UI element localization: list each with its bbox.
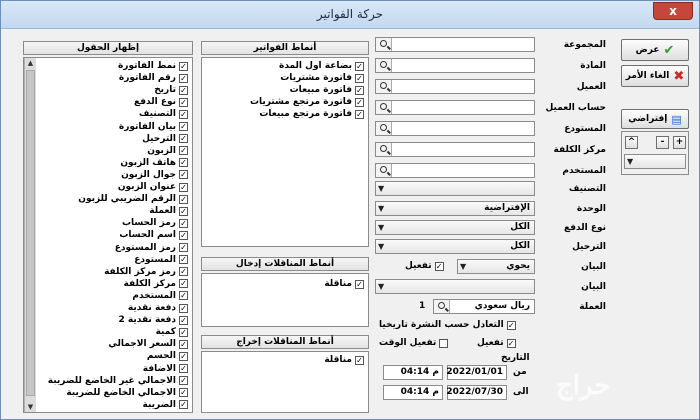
field-item[interactable] [122, 217, 188, 229]
chevron-down-icon: ▼ [378, 282, 385, 291]
field-item[interactable] [147, 145, 188, 157]
category-label: التصنيف [568, 184, 606, 194]
cost-center-field[interactable] [375, 142, 535, 157]
order-combo[interactable] [624, 154, 686, 169]
from-time-value: 04:14 م [400, 367, 439, 377]
field-item[interactable] [128, 302, 188, 314]
field-item[interactable] [134, 254, 188, 266]
field-item[interactable] [154, 84, 188, 96]
customer-search-button[interactable] [376, 80, 392, 93]
warehouse-field[interactable] [375, 121, 535, 136]
field-checkbox[interactable]: ✓ [180, 243, 187, 252]
customer-account-search-button[interactable] [376, 101, 392, 114]
search-icon [380, 61, 387, 68]
payment-type-label: نوع الدفع [563, 223, 606, 233]
invoice-type-label: فاتورة مرتجع مشتريات [249, 97, 352, 107]
payment-type-combo[interactable] [375, 220, 535, 235]
transfer-in-header: أنماط المناقلات إدخال [201, 257, 369, 271]
field-checkbox[interactable]: ✓ [180, 218, 187, 228]
fields-scrollbar[interactable] [24, 58, 36, 412]
customer-field[interactable] [375, 79, 535, 94]
field-label: بيان الفاتورة [118, 121, 176, 132]
field-checkbox[interactable]: ✓ [180, 158, 187, 168]
posting-combo[interactable] [375, 239, 535, 254]
field-item[interactable] [66, 387, 188, 399]
scroll-thumb[interactable] [26, 70, 35, 396]
watermark: حراج [556, 371, 611, 401]
field-label: التصنيف [138, 109, 176, 120]
chevron-down-icon: ▼ [378, 242, 385, 251]
material-field[interactable] [375, 58, 535, 73]
field-item[interactable] [142, 133, 188, 145]
field-item[interactable] [139, 108, 188, 120]
field-label: رمز المستودع [114, 242, 176, 253]
field-item[interactable] [119, 314, 188, 326]
date-label: التاريخ [501, 353, 530, 363]
field-item[interactable] [119, 121, 188, 133]
invoice-type-checkbox[interactable]: ✓ [356, 97, 363, 107]
invoice-type-item[interactable] [280, 72, 364, 84]
field-checkbox[interactable]: ✓ [180, 170, 187, 180]
user-search-button[interactable] [376, 164, 392, 177]
field-checkbox[interactable]: ✓ [180, 303, 187, 313]
field-item[interactable] [119, 72, 188, 84]
statement-enable-label: تفعيل [405, 261, 432, 271]
to-time-value: 04:14 م [400, 387, 439, 397]
field-label: رمز مركز الكلفة [104, 266, 176, 277]
field-item[interactable] [108, 338, 188, 350]
currency-rate: 1 [419, 301, 426, 311]
transfer-out-checkbox[interactable]: ✓ [356, 355, 363, 365]
field-checkbox[interactable]: ✓ [180, 85, 187, 95]
statement-mode-combo[interactable] [457, 259, 535, 274]
invoice-type-label: بضاعة اول المدة [279, 61, 352, 71]
scroll-up-icon[interactable]: ▲ [27, 59, 34, 67]
field-checkbox[interactable]: ✓ [180, 255, 187, 265]
transfer-out-label: مناقلة [324, 355, 352, 365]
field-label: جوال الزبون [121, 169, 176, 180]
invoice-type-item[interactable] [279, 60, 364, 72]
close-button[interactable]: x [653, 2, 693, 20]
invoice-types-header: أنماط الفواتير [201, 41, 369, 55]
statement2-combo[interactable] [375, 279, 535, 294]
move-up-button[interactable]: ^ [625, 136, 638, 149]
enable-checkbox[interactable]: ✓ [507, 338, 515, 348]
search-icon [380, 166, 387, 173]
field-checkbox[interactable]: ✓ [180, 194, 187, 204]
field-checkbox[interactable]: ✓ [180, 146, 187, 156]
field-item[interactable] [104, 266, 188, 278]
search-icon [380, 82, 387, 89]
field-item[interactable] [124, 278, 188, 290]
field-label: الضريبة [142, 399, 176, 410]
currency-label: العملة [579, 302, 606, 312]
field-checkbox[interactable]: ✓ [180, 291, 187, 301]
to-time-field[interactable] [383, 385, 443, 400]
field-label: الاجمالي غير الخاضع للضريبة [47, 375, 176, 386]
show-button[interactable] [621, 39, 689, 61]
field-label: تاريخ [154, 85, 176, 96]
cost-center-search-button[interactable] [376, 143, 392, 156]
posting-label: الترحيل [572, 242, 606, 252]
invoice-type-label: فاتورة مرتجع مبيعات [259, 109, 352, 119]
field-checkbox[interactable]: ✓ [180, 315, 187, 325]
field-label: الاجمالي الخاضع للضريبة [66, 387, 176, 398]
cancel-button[interactable] [621, 65, 689, 87]
default-icon: ▤ [671, 112, 682, 126]
show-label: عرض [635, 45, 660, 55]
ordering-box [621, 131, 689, 175]
field-label: اسم الحساب [119, 230, 176, 241]
to-date-value: 2022/07/30 [446, 387, 503, 397]
field-label: السعر الاجمالي [108, 339, 176, 350]
warehouse-label: المستودع [564, 124, 606, 134]
field-label: رمز الحساب [121, 218, 176, 229]
default-button[interactable] [621, 109, 689, 129]
to-date-field[interactable] [447, 385, 507, 400]
chevron-down-icon: ▼ [378, 204, 385, 213]
plus-button[interactable]: + [673, 136, 686, 149]
transfer-in-panel [201, 273, 369, 327]
field-item[interactable] [115, 242, 188, 254]
field-label: مركز الكلفة [123, 278, 176, 289]
unit-label: الوحدة [576, 204, 606, 214]
field-item[interactable] [118, 60, 188, 72]
search-icon [438, 302, 445, 309]
field-checkbox[interactable]: ✓ [180, 327, 187, 337]
enable-label: تفعيل [477, 338, 504, 348]
field-checkbox[interactable]: ✓ [180, 134, 187, 144]
field-checkbox[interactable]: ✓ [180, 267, 187, 277]
material-search-button[interactable] [376, 59, 392, 72]
currency-field[interactable] [433, 299, 535, 314]
cost-center-label: مركز الكلفة [553, 145, 606, 155]
field-item[interactable] [143, 363, 188, 375]
group-field[interactable] [375, 37, 535, 52]
invoice-type-checkbox[interactable]: ✓ [356, 85, 363, 95]
field-checkbox[interactable]: ✓ [180, 339, 187, 349]
field-checkbox[interactable]: ✓ [180, 376, 187, 386]
invoice-type-item[interactable] [250, 96, 364, 108]
title-bar [1, 1, 699, 29]
cancel-x-icon: ✖ [673, 68, 685, 84]
field-item[interactable] [118, 181, 188, 193]
field-label: رقم الفاتورة [118, 73, 176, 84]
invoice-type-checkbox[interactable]: ✓ [356, 61, 363, 71]
customer-label: العميل [576, 82, 606, 92]
field-label: الرقم الضريبي للزبون [78, 194, 176, 205]
field-label: دفعة نقدية 2 [118, 315, 176, 326]
check-icon: ✔ [663, 42, 675, 58]
from-time-field[interactable] [383, 365, 443, 380]
fields-panel-header: إظهار الحقول [23, 41, 193, 55]
category-combo[interactable] [375, 181, 535, 196]
chevron-down-icon: ▼ [378, 223, 385, 232]
field-checkbox[interactable]: ✓ [180, 206, 187, 216]
user-field[interactable] [375, 163, 535, 178]
invoice-type-label: فاتورة مبيعات [289, 85, 352, 95]
invoice-type-label: فاتورة مشتريات [280, 73, 352, 83]
field-label: نوع الدفع [133, 97, 176, 108]
invoice-types-panel [201, 57, 369, 247]
field-item[interactable] [120, 157, 188, 169]
scroll-down-icon[interactable]: ▼ [27, 403, 34, 411]
unit-combo[interactable] [375, 201, 535, 216]
statement-mode-value: يحوي [506, 261, 530, 271]
field-item[interactable] [156, 326, 188, 338]
field-item[interactable] [143, 399, 188, 411]
field-checkbox[interactable]: ✓ [180, 279, 187, 289]
equalize-label: التعادل حسب النشرة تاريخيا [379, 320, 504, 330]
transfer-in-checkbox[interactable]: ✓ [356, 279, 363, 289]
statement-enable-checkbox[interactable]: ✓ [435, 261, 443, 271]
field-item[interactable] [132, 290, 188, 302]
field-checkbox[interactable]: ✓ [180, 122, 187, 131]
chevron-down-icon: ▼ [460, 262, 467, 271]
field-item[interactable] [147, 350, 188, 362]
enable-time-option[interactable] [379, 338, 448, 348]
transfer-out-panel [201, 351, 369, 413]
enable-option[interactable] [477, 338, 516, 348]
search-icon [380, 124, 387, 131]
invoice-type-item[interactable] [290, 84, 364, 96]
invoice-type-checkbox[interactable]: ✓ [356, 109, 363, 119]
warehouse-search-button[interactable] [376, 122, 392, 135]
field-checkbox[interactable]: ✓ [180, 351, 187, 361]
transfer-out-item[interactable] [324, 354, 364, 366]
from-date-field[interactable] [447, 365, 507, 380]
user-label: المستخدم [562, 166, 606, 176]
from-date-value: 2022/01/01 [446, 367, 503, 377]
default-label: إفتراضي [628, 114, 668, 124]
from-label: من [513, 367, 527, 377]
field-checkbox[interactable]: ✓ [180, 182, 187, 192]
window-title: حركة الفواتير [316, 7, 384, 21]
field-label: عنوان الزبون [117, 182, 176, 192]
search-icon [380, 40, 387, 47]
field-checkbox[interactable]: ✓ [180, 73, 187, 83]
transfer-out-header: أنماط المناقلات إخراج [201, 335, 369, 349]
invoice-type-checkbox[interactable]: ✓ [356, 73, 363, 83]
minus-button[interactable]: - [656, 136, 669, 149]
search-icon [380, 145, 387, 152]
field-item[interactable] [149, 205, 188, 217]
customer-account-field[interactable] [375, 100, 535, 115]
transfer-in-label: مناقلة [324, 279, 352, 289]
chevron-down-icon: ▼ [627, 157, 634, 166]
field-label: الحسم [146, 351, 176, 362]
enable-time-label: تفعيل الوقت [379, 338, 437, 348]
enable-time-checkbox[interactable] [439, 339, 448, 348]
field-checkbox[interactable]: ✓ [180, 230, 187, 240]
currency-search-button[interactable] [434, 300, 450, 313]
transfer-in-item[interactable] [324, 278, 364, 290]
material-label: المادة [580, 61, 606, 71]
posting-value: الكل [510, 241, 530, 251]
unit-value: الإفتراضية [484, 203, 530, 213]
field-checkbox[interactable]: ✓ [180, 400, 187, 410]
field-checkbox[interactable]: ✓ [180, 364, 187, 373]
field-label: المستودع [134, 254, 176, 265]
group-search-button[interactable] [376, 38, 392, 51]
group-label: المجموعة [563, 40, 606, 50]
field-checkbox[interactable]: ✓ [180, 388, 187, 398]
currency-value: ريال سعودي [474, 301, 530, 311]
field-label: الاضافة [142, 363, 176, 374]
field-item[interactable] [119, 229, 188, 241]
fields-panel [23, 57, 193, 413]
to-label: الى [513, 387, 529, 397]
field-label: الترحيل [142, 133, 176, 144]
equalize-option[interactable] [379, 320, 516, 330]
field-label: الزبون [147, 145, 176, 156]
field-label: العملة [149, 206, 176, 217]
field-item[interactable] [121, 169, 188, 181]
field-item[interactable] [134, 96, 188, 108]
field-label: كمية [155, 327, 176, 338]
field-label: نمط الفاتورة [117, 61, 176, 71]
field-item[interactable] [48, 375, 188, 387]
chevron-down-icon: ▼ [378, 184, 385, 193]
field-checkbox[interactable]: ✓ [180, 61, 187, 71]
field-label: هاتف الزبون [120, 157, 176, 168]
customer-account-label: حساب العميل [545, 103, 606, 113]
cancel-label: الغاء الأمر [625, 71, 670, 81]
invoice-type-item[interactable] [259, 108, 364, 120]
payment-type-value: الكل [510, 222, 530, 232]
field-item[interactable] [78, 193, 188, 205]
field-checkbox[interactable]: ✓ [180, 97, 187, 107]
statement2-label: البيان [581, 282, 606, 292]
equalize-checkbox[interactable]: ✓ [507, 320, 515, 330]
field-label: المستخدم [132, 290, 176, 301]
field-label: دفعة نقدية [127, 303, 176, 313]
search-icon [380, 103, 387, 110]
statement-enable[interactable] [405, 261, 444, 271]
field-checkbox[interactable]: ✓ [180, 109, 187, 119]
statement-label: البيان [581, 262, 606, 272]
